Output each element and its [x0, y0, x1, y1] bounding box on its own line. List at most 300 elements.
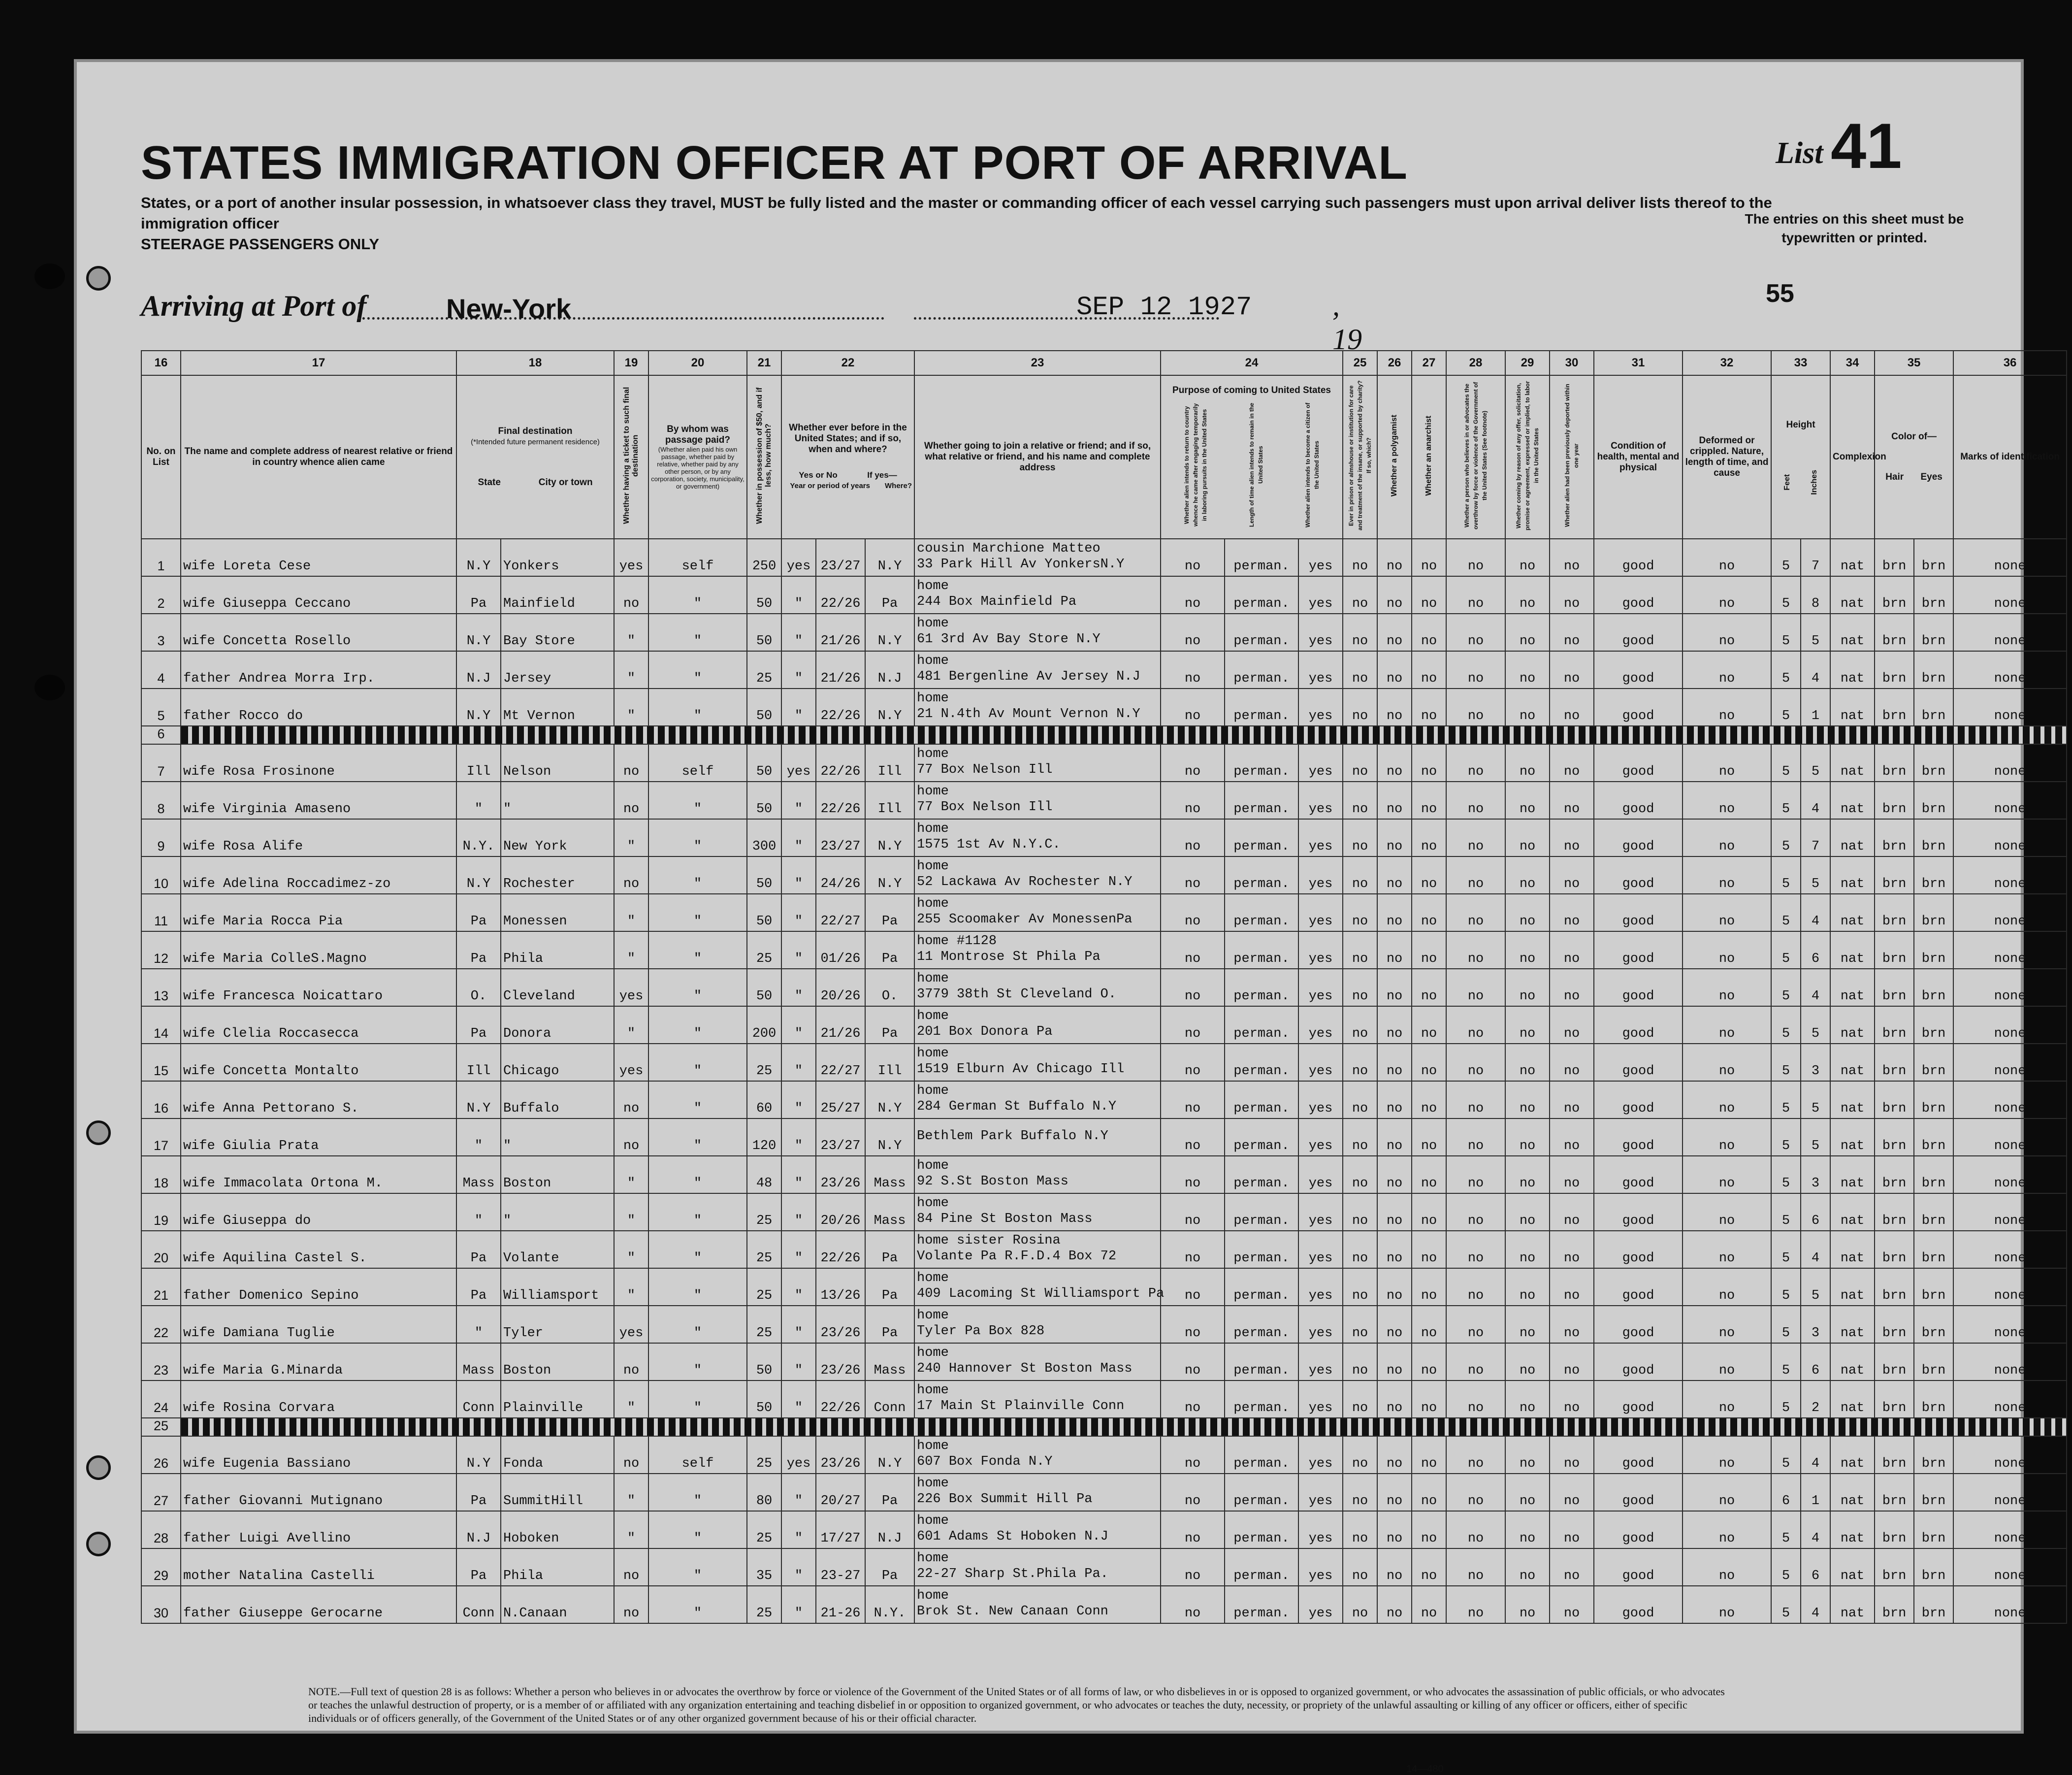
- cell-health: good: [1594, 856, 1683, 894]
- cell-st: N.Y: [456, 1436, 501, 1474]
- hdr-prison: Ever in prison or almshouse or institution for care and treatment of the insane, or supported by charity? If so, which?: [1343, 375, 1377, 539]
- cell-deformed: no: [1683, 539, 1771, 576]
- cell-where: Ill: [865, 1044, 914, 1081]
- cell-st: Ill: [456, 744, 501, 782]
- cell-ticket: no: [614, 782, 648, 819]
- cell-deformed: no: [1683, 651, 1771, 689]
- cell-q25: no: [1343, 576, 1377, 614]
- cell-paid: self: [648, 744, 747, 782]
- cell-join: home Brok St. New Canaan Conn: [914, 1586, 1161, 1623]
- cell-q29: no: [1505, 894, 1550, 931]
- cell-rel: wife Rosina Corvara: [181, 1381, 456, 1418]
- cell-p2: perman.: [1225, 1268, 1298, 1306]
- row-number: 19: [141, 1193, 181, 1231]
- cell-paid: self: [648, 539, 747, 576]
- cell-yr: 22/26: [816, 782, 865, 819]
- table-row: [141, 1006, 2067, 1044]
- cell-city: Bay Store: [501, 614, 614, 651]
- cell-st: N.J: [456, 651, 501, 689]
- cell-q26: no: [1377, 894, 1412, 931]
- cell-hair: brn: [1875, 782, 1914, 819]
- cell-city: Cleveland: [501, 969, 614, 1006]
- table-row: [141, 1548, 2067, 1586]
- cell-q30: no: [1550, 1548, 1594, 1586]
- cell-where: Mass: [865, 1193, 914, 1231]
- hdr-color: Color of— Hair Eyes: [1875, 375, 1953, 539]
- cell-paid: ": [648, 894, 747, 931]
- cell-q29: no: [1505, 782, 1550, 819]
- cell-join: home #1128 11 Montrose St Phila Pa: [914, 931, 1161, 969]
- cell-money: 25: [747, 1044, 781, 1081]
- cell-where: N.Y: [865, 689, 914, 726]
- cell-q25: no: [1343, 1436, 1377, 1474]
- row-number: 3: [141, 614, 181, 651]
- cell-p3: yes: [1298, 931, 1343, 969]
- cell-marks: none: [1953, 1118, 2067, 1156]
- cell-q28: no: [1446, 576, 1505, 614]
- cell-q25: no: [1343, 782, 1377, 819]
- cell-ticket: ": [614, 614, 648, 651]
- cell-q26: no: [1377, 689, 1412, 726]
- cell-hair: brn: [1875, 614, 1914, 651]
- cell-p2: perman.: [1225, 614, 1298, 651]
- cell-cx: nat: [1830, 1586, 1875, 1623]
- cell-city: Rochester: [501, 856, 614, 894]
- cell-deformed: no: [1683, 689, 1771, 726]
- row-number: 15: [141, 1044, 181, 1081]
- cell-eyes: brn: [1914, 1231, 1953, 1268]
- cell-q28: no: [1446, 819, 1505, 856]
- cell-q25: no: [1343, 1156, 1377, 1193]
- cell-p1: no: [1161, 744, 1225, 782]
- cell-p3: yes: [1298, 576, 1343, 614]
- cell-q30: no: [1550, 614, 1594, 651]
- cell-deformed: no: [1683, 1586, 1771, 1623]
- cell-join: home Tyler Pa Box 828: [914, 1306, 1161, 1343]
- cell-cx: nat: [1830, 576, 1875, 614]
- cell-marks: none: [1953, 1548, 2067, 1586]
- cell-paid: ": [648, 651, 747, 689]
- cell-st: Conn: [456, 1381, 501, 1418]
- cell-yr: 13/26: [816, 1268, 865, 1306]
- cell-hair: brn: [1875, 576, 1914, 614]
- cell-ticket: ": [614, 1268, 648, 1306]
- cell-eyes: brn: [1914, 1306, 1953, 1343]
- hdr-marks: Marks of identification: [1953, 375, 2067, 539]
- typewritten-note: The entries on this sheet must be typewritten or printed.: [1745, 211, 1964, 245]
- cell-health: good: [1594, 1044, 1683, 1081]
- cell-q30: no: [1550, 894, 1594, 931]
- cell-join: home 3779 38th St Cleveland O.: [914, 969, 1161, 1006]
- cell-deformed: no: [1683, 782, 1771, 819]
- cell-q27: no: [1412, 1118, 1446, 1156]
- cell-city: Fonda: [501, 1436, 614, 1474]
- hdr-joining: Whether going to join a relative or friend; and if so, what relative or friend, and his name and complete address: [914, 375, 1161, 539]
- cell-rel: wife Rosa Alife: [181, 819, 456, 856]
- cell-ticket: ": [614, 1511, 648, 1548]
- cell-where: N.Y: [865, 1081, 914, 1118]
- cell-paid: ": [648, 1381, 747, 1418]
- cell-cx: nat: [1830, 782, 1875, 819]
- cell-p3: yes: [1298, 1586, 1343, 1623]
- cell-hair: brn: [1875, 1118, 1914, 1156]
- cell-health: good: [1594, 1193, 1683, 1231]
- cell-p3: yes: [1298, 969, 1343, 1006]
- cell-p1: no: [1161, 969, 1225, 1006]
- cell-p1: no: [1161, 1268, 1225, 1306]
- cell-health: good: [1594, 1511, 1683, 1548]
- cell-q26: no: [1377, 1231, 1412, 1268]
- cell-yr: 01/26: [816, 931, 865, 969]
- cell-rel: wife Loreta Cese: [181, 539, 456, 576]
- subtitle: States, or a port of another insular possession, in whatsoever class they travel, MUST be fully listed and the master or commanding officer of each vessel carrying such passengers must upon arrival deliver lists thereof to the immigration officer STEERAGE PASSENGERS ONLY: [141, 194, 1772, 253]
- cell-q25: no: [1343, 1268, 1377, 1306]
- cell-money: 25: [747, 1231, 781, 1268]
- cell-q26: no: [1377, 782, 1412, 819]
- cell-yn: ": [781, 1343, 816, 1381]
- cell-deformed: no: [1683, 1006, 1771, 1044]
- cell-p2: perman.: [1225, 969, 1298, 1006]
- cell-hair: brn: [1875, 1474, 1914, 1511]
- cell-in: 4: [1801, 782, 1830, 819]
- cell-q29: no: [1505, 744, 1550, 782]
- cell-deformed: no: [1683, 1511, 1771, 1548]
- cell-in: 5: [1801, 856, 1830, 894]
- cell-in: 6: [1801, 1193, 1830, 1231]
- cell-ft: 5: [1771, 1193, 1801, 1231]
- hdr-ticket: Whether having a ticket to such final destination: [614, 375, 648, 539]
- cell-yn: ": [781, 1511, 816, 1548]
- cell-join: home 1575 1st Av N.Y.C.: [914, 819, 1161, 856]
- cell-ticket: no: [614, 1118, 648, 1156]
- cell-ticket: ": [614, 1006, 648, 1044]
- cell-p3: yes: [1298, 1006, 1343, 1044]
- cell-ticket: ": [614, 931, 648, 969]
- passenger-rows: [141, 539, 2067, 1623]
- cell-hair: brn: [1875, 744, 1914, 782]
- cell-where: Pa: [865, 1474, 914, 1511]
- cell-hair: brn: [1875, 1343, 1914, 1381]
- cell-p3: yes: [1298, 1306, 1343, 1343]
- cell-money: 25: [747, 1586, 781, 1623]
- hdr-q28: Whether a person who believes in or advocates the overthrow by force or violence of the Government of the United States (See footnote): [1446, 375, 1505, 539]
- cell-rel: mother Natalina Castelli: [181, 1548, 456, 1586]
- cell-city: ": [501, 782, 614, 819]
- table-row: [141, 1156, 2067, 1193]
- row-number: 5: [141, 689, 181, 726]
- cell-rel: wife Adelina Roccadimez-zo: [181, 856, 456, 894]
- cell-deformed: no: [1683, 894, 1771, 931]
- cell-paid: ": [648, 1268, 747, 1306]
- cell-cx: nat: [1830, 1231, 1875, 1268]
- port-value: New-York: [446, 293, 572, 324]
- cell-where: Pa: [865, 576, 914, 614]
- cell-q29: no: [1505, 856, 1550, 894]
- cell-join: home 244 Box Mainfield Pa: [914, 576, 1161, 614]
- cell-join: cousin Marchione Matteo 33 Park Hill Av YonkersN.Y: [914, 539, 1161, 576]
- cell-rel: father Domenico Sepino: [181, 1268, 456, 1306]
- cell-cx: nat: [1830, 1474, 1875, 1511]
- cell-money: 250: [747, 539, 781, 576]
- cell-where: N.Y: [865, 539, 914, 576]
- cell-health: good: [1594, 1081, 1683, 1118]
- cell-ticket: no: [614, 744, 648, 782]
- cell-p2: perman.: [1225, 856, 1298, 894]
- cell-q25: no: [1343, 1006, 1377, 1044]
- cell-paid: ": [648, 1118, 747, 1156]
- cell-money: 50: [747, 1381, 781, 1418]
- cell-yr: 23/26: [816, 1343, 865, 1381]
- cell-st: Pa: [456, 1231, 501, 1268]
- cell-yn: ": [781, 1081, 816, 1118]
- cell-yr: 22/26: [816, 576, 865, 614]
- cell-rel: wife Eugenia Bassiano: [181, 1436, 456, 1474]
- cell-ticket: ": [614, 1474, 648, 1511]
- cell-ft: 5: [1771, 539, 1801, 576]
- cell-money: 60: [747, 1081, 781, 1118]
- cell-health: good: [1594, 1381, 1683, 1418]
- cell-health: good: [1594, 1548, 1683, 1586]
- hdr-passage: By whom was passage paid? (Whether alien paid his own passage, whether paid by relative, whether paid by any other person, or by any corporation, society, municipality, or government): [648, 375, 747, 539]
- hdr-height: Height Feet Inches: [1771, 375, 1830, 539]
- cell-hair: brn: [1875, 689, 1914, 726]
- table-row: [141, 689, 2067, 726]
- table-row: [141, 969, 2067, 1006]
- cell-p3: yes: [1298, 1381, 1343, 1418]
- cell-cx: nat: [1830, 1044, 1875, 1081]
- cell-q27: no: [1412, 782, 1446, 819]
- table-row: [141, 539, 2067, 576]
- cell-p2: perman.: [1225, 1474, 1298, 1511]
- cell-p1: no: [1161, 576, 1225, 614]
- cell-q28: no: [1446, 1474, 1505, 1511]
- hdr-final-destination: Final destination (*Intended future permanent residence) State City or town: [456, 375, 614, 539]
- cell-cx: nat: [1830, 1511, 1875, 1548]
- cell-p3: yes: [1298, 744, 1343, 782]
- cell-p3: yes: [1298, 819, 1343, 856]
- cell-money: 25: [747, 1436, 781, 1474]
- row-number: 9: [141, 819, 181, 856]
- cell-where: Conn: [865, 1381, 914, 1418]
- cell-yr: 23/27: [816, 1118, 865, 1156]
- cell-rel: wife Immacolata Ortona M.: [181, 1156, 456, 1193]
- cell-q26: no: [1377, 1436, 1412, 1474]
- cell-q30: no: [1550, 1474, 1594, 1511]
- cell-paid: ": [648, 1044, 747, 1081]
- cell-q30: no: [1550, 1118, 1594, 1156]
- cell-hair: brn: [1875, 856, 1914, 894]
- cell-q30: no: [1550, 1006, 1594, 1044]
- cell-p2: perman.: [1225, 1306, 1298, 1343]
- cell-eyes: brn: [1914, 1586, 1953, 1623]
- cell-city: Phila: [501, 1548, 614, 1586]
- cell-p1: no: [1161, 539, 1225, 576]
- cell-city: Tyler: [501, 1306, 614, 1343]
- row-number: 22: [141, 1306, 181, 1343]
- cell-rel: wife Maria ColleS.Magno: [181, 931, 456, 969]
- cell-deformed: no: [1683, 1548, 1771, 1586]
- cell-p3: yes: [1298, 651, 1343, 689]
- row-number: 23: [141, 1343, 181, 1381]
- table-row: [141, 1306, 2067, 1343]
- cell-p3: yes: [1298, 1511, 1343, 1548]
- cell-join: home 201 Box Donora Pa: [914, 1006, 1161, 1044]
- cell-yr: 23/27: [816, 819, 865, 856]
- cell-q29: no: [1505, 651, 1550, 689]
- cell-q26: no: [1377, 856, 1412, 894]
- cell-cx: nat: [1830, 539, 1875, 576]
- cell-yn: ": [781, 1044, 816, 1081]
- cell-health: good: [1594, 894, 1683, 931]
- cell-ft: 5: [1771, 614, 1801, 651]
- row-number: 13: [141, 969, 181, 1006]
- cell-rel: father Luigi Avellino: [181, 1511, 456, 1548]
- cell-p2: perman.: [1225, 1436, 1298, 1474]
- cell-ft: 5: [1771, 576, 1801, 614]
- cell-eyes: brn: [1914, 1081, 1953, 1118]
- cell-yr: 22/27: [816, 894, 865, 931]
- cell-p1: no: [1161, 856, 1225, 894]
- cell-q27: no: [1412, 819, 1446, 856]
- cell-yn: ": [781, 782, 816, 819]
- cell-q26: no: [1377, 1044, 1412, 1081]
- cell-yr: 23-27: [816, 1548, 865, 1586]
- cell-st: Pa: [456, 576, 501, 614]
- cell-deformed: no: [1683, 819, 1771, 856]
- port-line: [141, 289, 1362, 356]
- cell-q28: no: [1446, 614, 1505, 651]
- table-row: [141, 856, 2067, 894]
- cell-in: 3: [1801, 1306, 1830, 1343]
- cell-ticket: ": [614, 1381, 648, 1418]
- cell-q26: no: [1377, 1156, 1412, 1193]
- cell-p3: yes: [1298, 1156, 1343, 1193]
- cell-hair: brn: [1875, 1511, 1914, 1548]
- hdr-condition: Condition of health, mental and physical: [1594, 375, 1683, 539]
- cell-ticket: no: [614, 1343, 648, 1381]
- cell-paid: ": [648, 1006, 747, 1044]
- cell-q26: no: [1377, 539, 1412, 576]
- cell-paid: ": [648, 1306, 747, 1343]
- row-number: 18: [141, 1156, 181, 1193]
- cell-in: 6: [1801, 1548, 1830, 1586]
- cell-q29: no: [1505, 1231, 1550, 1268]
- cell-hair: brn: [1875, 1381, 1914, 1418]
- cell-q26: no: [1377, 819, 1412, 856]
- cell-paid: ": [648, 1156, 747, 1193]
- cell-marks: none: [1953, 894, 2067, 931]
- cell-st: ": [456, 1193, 501, 1231]
- cell-money: 50: [747, 576, 781, 614]
- cell-city: ": [501, 1118, 614, 1156]
- cell-money: 25: [747, 651, 781, 689]
- cell-eyes: brn: [1914, 1156, 1953, 1193]
- cell-health: good: [1594, 539, 1683, 576]
- cell-ticket: no: [614, 856, 648, 894]
- cell-in: 4: [1801, 894, 1830, 931]
- row-number: 25: [141, 1418, 181, 1436]
- row-number: 28: [141, 1511, 181, 1548]
- cell-marks: none: [1953, 1343, 2067, 1381]
- cell-p2: perman.: [1225, 576, 1298, 614]
- cell-hair: brn: [1875, 1548, 1914, 1586]
- table-row: [141, 819, 2067, 856]
- cell-p2: perman.: [1225, 1156, 1298, 1193]
- cell-q27: no: [1412, 894, 1446, 931]
- cell-p2: perman.: [1225, 1548, 1298, 1586]
- row-number: 10: [141, 856, 181, 894]
- cell-eyes: brn: [1914, 931, 1953, 969]
- cell-where: Pa: [865, 1548, 914, 1586]
- cell-q26: no: [1377, 651, 1412, 689]
- cell-marks: none: [1953, 744, 2067, 782]
- cell-p3: yes: [1298, 1474, 1343, 1511]
- cell-p2: perman.: [1225, 1511, 1298, 1548]
- cell-ticket: ": [614, 689, 648, 726]
- cell-yn: ": [781, 1268, 816, 1306]
- cell-p3: yes: [1298, 1193, 1343, 1231]
- cell-health: good: [1594, 1006, 1683, 1044]
- cell-cx: nat: [1830, 1548, 1875, 1586]
- cell-q29: no: [1505, 1006, 1550, 1044]
- cell-deformed: no: [1683, 1474, 1771, 1511]
- cell-q28: no: [1446, 1511, 1505, 1548]
- cell-q26: no: [1377, 614, 1412, 651]
- cell-in: 7: [1801, 539, 1830, 576]
- cell-cx: nat: [1830, 744, 1875, 782]
- cell-ft: 5: [1771, 1586, 1801, 1623]
- cell-yn: ": [781, 576, 816, 614]
- cell-in: 5: [1801, 1118, 1830, 1156]
- cell-q25: no: [1343, 1044, 1377, 1081]
- cell-q26: no: [1377, 1193, 1412, 1231]
- cell-paid: ": [648, 689, 747, 726]
- cell-deformed: no: [1683, 1381, 1771, 1418]
- cell-marks: none: [1953, 856, 2067, 894]
- cell-city: Yonkers: [501, 539, 614, 576]
- cell-q29: no: [1505, 969, 1550, 1006]
- cell-q25: no: [1343, 1118, 1377, 1156]
- cell-eyes: brn: [1914, 969, 1953, 1006]
- cell-ft: 5: [1771, 1511, 1801, 1548]
- cell-marks: none: [1953, 931, 2067, 969]
- cell-cx: nat: [1830, 1081, 1875, 1118]
- cell-health: good: [1594, 1436, 1683, 1474]
- cell-st: ": [456, 1118, 501, 1156]
- cell-health: good: [1594, 1118, 1683, 1156]
- cell-ticket: yes: [614, 969, 648, 1006]
- cell-st: N.Y: [456, 856, 501, 894]
- cell-p2: perman.: [1225, 931, 1298, 969]
- cell-paid: ": [648, 1548, 747, 1586]
- cell-st: N.Y.: [456, 819, 501, 856]
- cell-deformed: no: [1683, 614, 1771, 651]
- cell-hair: brn: [1875, 1081, 1914, 1118]
- cell-q30: no: [1550, 969, 1594, 1006]
- cell-yn: ": [781, 1381, 816, 1418]
- cell-q26: no: [1377, 744, 1412, 782]
- cell-eyes: brn: [1914, 1006, 1953, 1044]
- cell-health: good: [1594, 576, 1683, 614]
- cell-rel: father Giovanni Mutignano: [181, 1474, 456, 1511]
- cell-yr: 20/27: [816, 1474, 865, 1511]
- cell-q25: no: [1343, 689, 1377, 726]
- cancelled-entry: [181, 1418, 2067, 1436]
- cell-where: N.Y: [865, 614, 914, 651]
- cell-st: Pa: [456, 1548, 501, 1586]
- cell-yr: 20/26: [816, 1193, 865, 1231]
- cell-p3: yes: [1298, 1118, 1343, 1156]
